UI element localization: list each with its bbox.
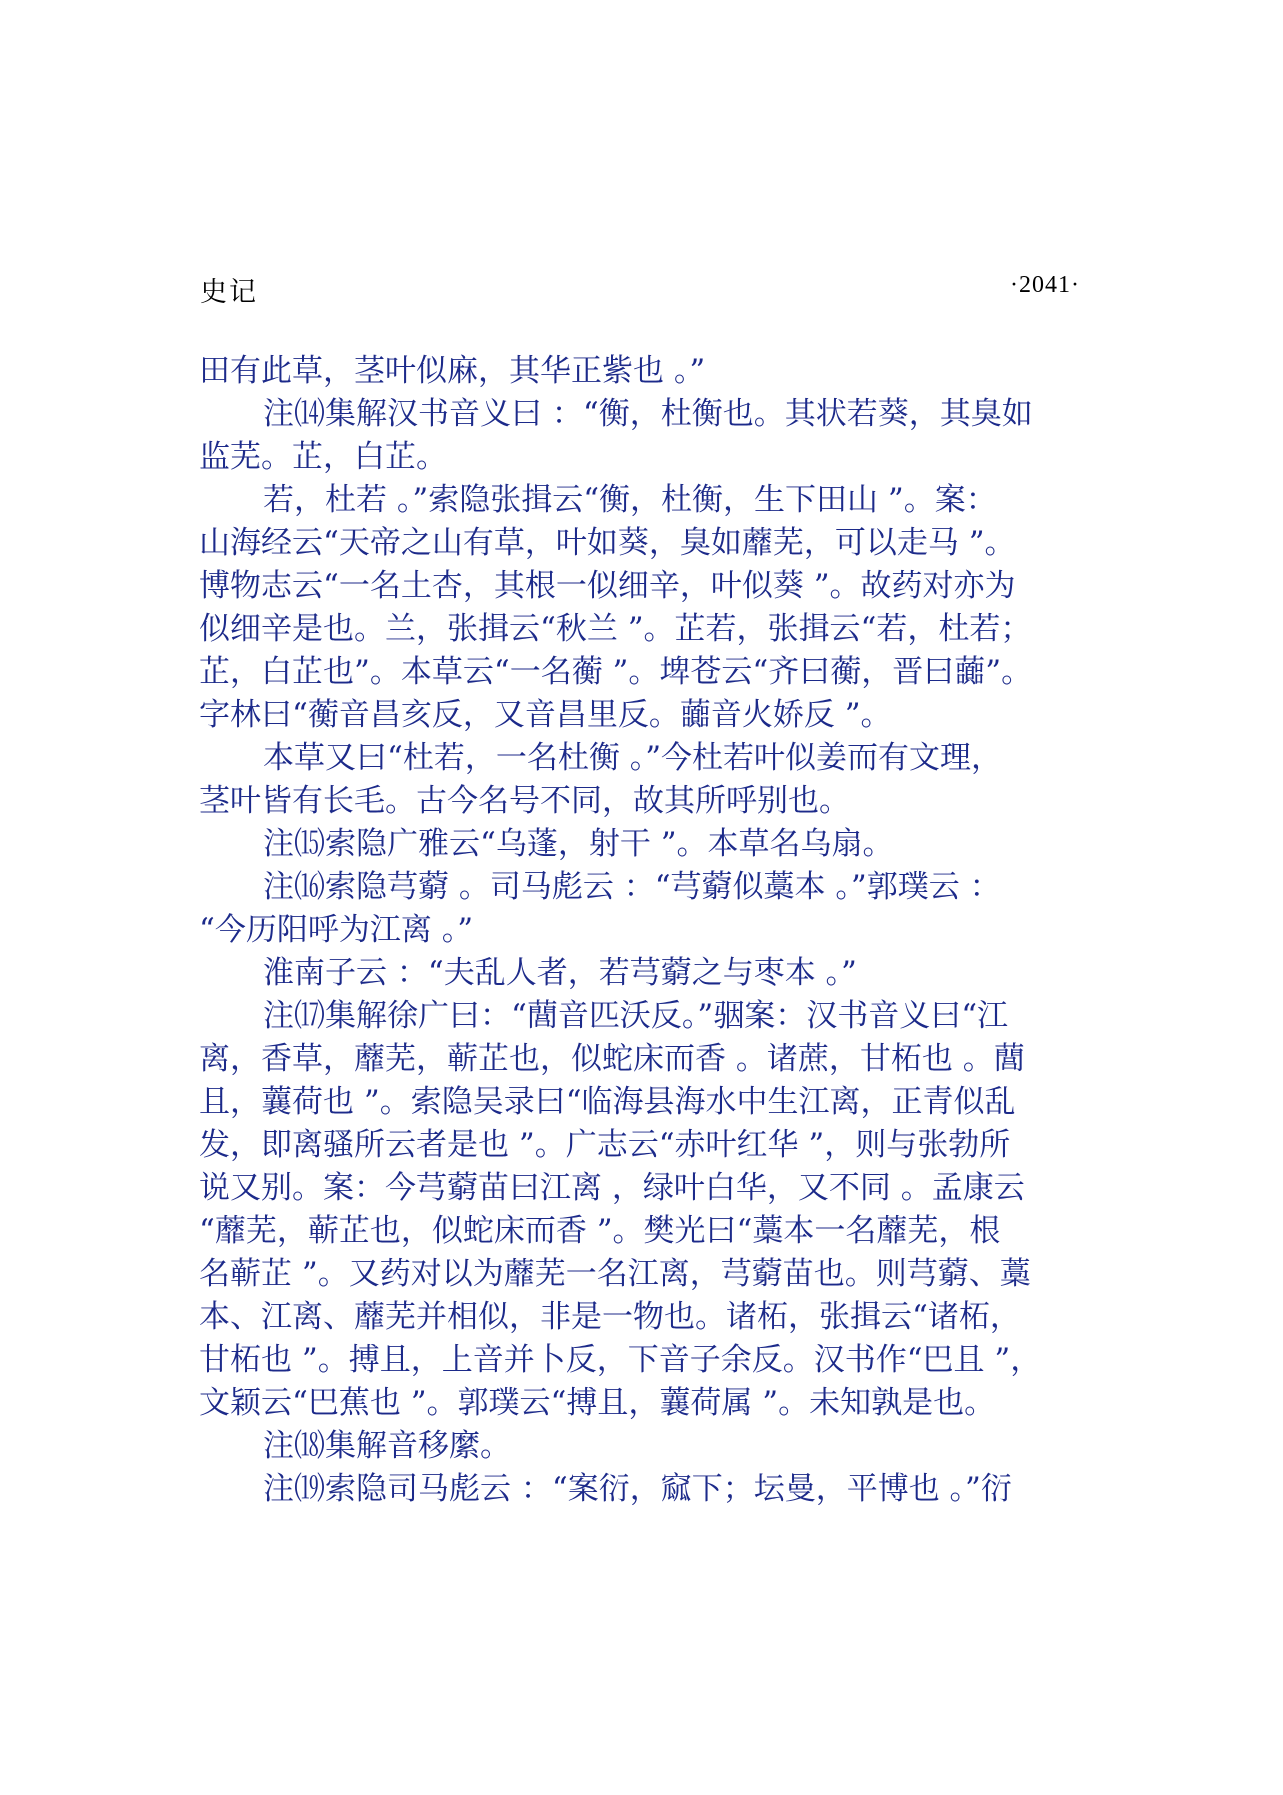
text-line: 若，杜若 。”索隐张揖云“衡，杜衡，生下田山 ”。案：	[263, 482, 997, 518]
text-line: 注⒁集解汉书音义曰 ：“衡，杜衡也。其状若葵，其臭如	[263, 396, 1033, 432]
text-line: 监芜。芷，白芷。	[199, 439, 447, 475]
text-line: 字林曰“蘅音昌亥反，又音昌里反。虈音火娇反 ”。	[199, 697, 892, 733]
text-line: 芷，白芷也”。本草云“一名蘅 ”。埤苍云“齐曰蘅，晋曰虈”。	[199, 654, 1033, 690]
text-line: 且，蘘荷也 ”。索隐吴录曰“临海县海水中生江离，正青似乱	[199, 1084, 1016, 1120]
text-line: 说又别。案：今芎藭苗曰江离 ，绿叶白华，又不同 。孟康云	[199, 1170, 1025, 1206]
text-line: 注⒄集解徐广曰：“䕡音匹沃反。”骃案：汉书音义曰“江	[263, 998, 1009, 1034]
page-number: ·2041·	[1010, 272, 1080, 298]
text-line: “今历阳呼为江离 。”	[199, 912, 474, 948]
text-line: “蘼芜，蕲芷也，似蛇床而香 ”。樊光曰“藁本一名蘼芜，根	[199, 1213, 1001, 1249]
text-line: 淮南子云 ：“夫乱人者，若芎藭之与枣本 。”	[263, 955, 857, 991]
text-line: 茎叶皆有长毛。古今名号不同，故其所呼别也。	[199, 783, 850, 819]
running-head-title: 史记	[200, 277, 258, 308]
text-line: 本、江离、蘼芜并相似，非是一物也。诸柘，张揖云“诸柘，	[199, 1299, 1021, 1335]
text-line: 似细辛是也。兰，张揖云“秋兰 ”。芷若，张揖云“若，杜若；	[199, 611, 1032, 647]
text-line: 注⒂索隐广雅云“乌蓬，射干 ”。本草名乌扇。	[263, 826, 894, 862]
text-line: 发，即离骚所云者是也 ”。广志云“赤叶红华 ”，则与张勃所	[199, 1127, 1011, 1163]
text-line: 注⒃索隐芎藭 。司马彪云 ：“芎藭似藁本 。”郭璞云 ：	[263, 869, 1001, 905]
text-line: 注⒅集解音移縻。	[263, 1428, 511, 1464]
text-line: 本草又曰“杜若，一名杜衡 。”今杜若叶似姜而有文理，	[263, 740, 1003, 776]
text-line: 文颖云“巴蕉也 ”。郭璞云“搏且，蘘荷属 ”。未知孰是也。	[199, 1385, 996, 1421]
text-line: 山海经云“天帝之山有草，叶如葵，臭如蘼芜，可以走马 ”。	[199, 525, 1016, 561]
text-line: 名蕲芷 ”。又药对以为蘼芜一名江离，芎藭苗也。则芎藭、藁	[199, 1256, 1031, 1292]
text-line: 离，香草，蘼芜，蕲芷也，似蛇床而香 。诸蔗，甘柘也 。䕡	[199, 1041, 1025, 1077]
text-line: 博物志云“一名土杏，其根一似细辛，叶似葵 ”。故药对亦为	[199, 568, 1016, 604]
text-line: 注⒆索隐司马彪云 ：“案衍，窳下；坛曼，平博也 。”衍	[263, 1471, 1012, 1507]
body-text	[199, 350, 1099, 1511]
text-line: 田有此草，茎叶似麻，其华正紫也 。”	[199, 353, 706, 389]
text-line: 甘柘也 ”。搏且，上音并卜反，下音子余反。汉书作“巴且 ”，	[199, 1342, 1042, 1378]
